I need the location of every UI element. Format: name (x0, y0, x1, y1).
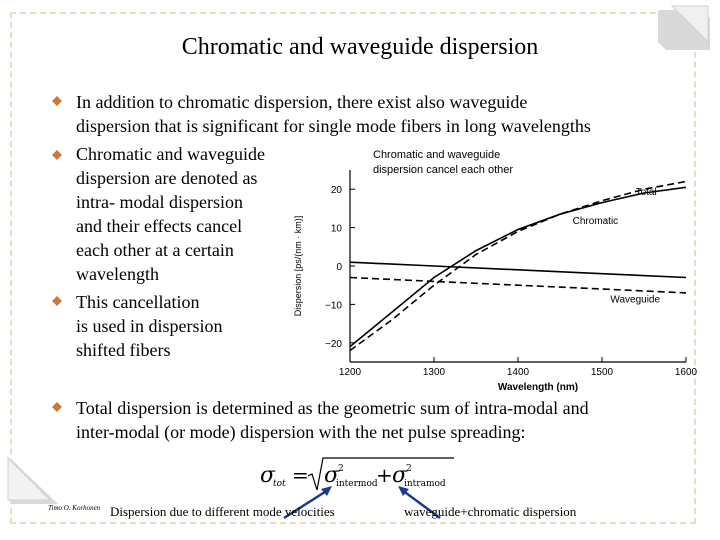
x-axis-label: Wavelength (nm) (497, 382, 579, 393)
x-tick-label: 1500 (590, 367, 614, 378)
series-line-total (350, 182, 686, 351)
series-line-waveguide (350, 278, 686, 293)
bullet-text: In addition to chromatic dispersion, there exist also waveguide dispersion that is significant for single mode fibers in long wavelengths (76, 92, 591, 136)
dispersion-chart (288, 140, 698, 402)
y-tick-label: −20 (325, 338, 342, 350)
y-tick-label: 20 (330, 185, 342, 197)
bullet-diamond-icon (52, 96, 62, 106)
formula-term2: σ (392, 463, 408, 488)
formula-term1: σ (324, 463, 340, 488)
bullet-text: This cancellation is used in dispersion shifted fibers (76, 292, 223, 360)
chart-annotation: dispersion cancel each other (373, 164, 514, 176)
slide-title: Chromatic and waveguide dispersion (181, 34, 539, 60)
x-tick-label: 1300 (422, 367, 446, 378)
x-tick-label: 1600 (674, 367, 698, 378)
y-tick-label: 10 (330, 223, 342, 235)
author-credit: Timo O. Korhonen (48, 504, 101, 512)
formula-lhs: σ (260, 463, 276, 488)
corner-arrow-icon (4, 454, 66, 508)
formula-lhs-sub: tot (273, 479, 286, 489)
x-tick-label: 1200 (338, 367, 362, 378)
bullet-diamond-icon (52, 150, 62, 160)
curve-label-waveguide: Waveguide (610, 294, 661, 306)
formula-power: 2 (338, 464, 344, 474)
chart-annotation: Chromatic and waveguide (373, 149, 501, 161)
curve-label-total: Total (635, 186, 657, 198)
bullet-diamond-icon (52, 402, 62, 412)
curve-label-chromatic: Chromatic (572, 215, 619, 227)
x-tick-label: 1400 (506, 367, 530, 378)
bullet-text: Chromatic and waveguide dispersion are denoted as intra- modal dispersion and their effects cancel each other at a certain wavelength (76, 144, 265, 284)
bullet-diamond-icon (52, 296, 62, 306)
formula-term2-sub: intramod (404, 479, 446, 489)
bullet-text: Total dispersion is determined as the geometric sum of intra-modal and inter-modal (or mode) dispersion with the net pulse spreading: (76, 398, 589, 442)
y-axis-label: Dispersion [ps/(nm · km)] (293, 215, 303, 317)
footer-right-note: waveguide+chromatic dispersion (404, 504, 577, 519)
formula-equals: = (292, 463, 309, 487)
footer-left-note: Dispersion due to different mode velocities (110, 504, 335, 519)
series-line-chromatic (350, 187, 686, 346)
formula-power: 2 (406, 464, 412, 474)
formula-term1-sub: intermod (336, 479, 378, 489)
series-line-reference (350, 262, 686, 277)
formula-plus: + (376, 463, 393, 487)
y-tick-label: −10 (325, 300, 342, 312)
y-tick-label: 0 (336, 262, 342, 273)
